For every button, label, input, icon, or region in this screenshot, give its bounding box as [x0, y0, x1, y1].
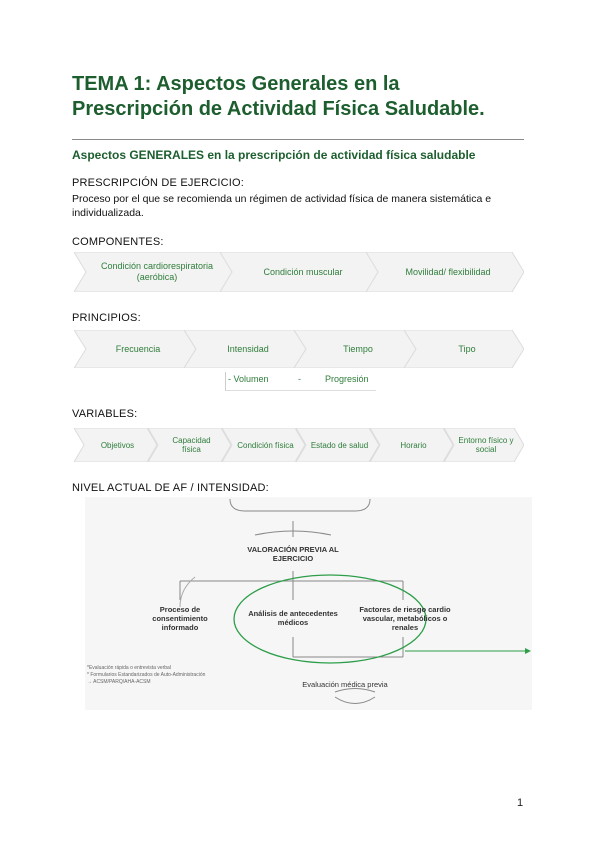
principio-chevron: [74, 330, 196, 368]
title-line-1: TEMA 1: Aspectos Generales en la: [72, 73, 400, 95]
evaluacion-medica-node: Evaluación médica previa: [302, 680, 388, 689]
principios-label: PRINCIPIOS:: [72, 312, 141, 324]
title-line-2: Prescripción de Actividad Física Saludable.: [72, 98, 485, 120]
componente-label: Condición muscular: [263, 266, 343, 277]
variable-label: Objetivos: [100, 440, 135, 450]
componente-chevron: [220, 252, 380, 292]
variable-chevron: [148, 428, 231, 462]
valoracion-diagram: [85, 497, 532, 710]
page-title: [72, 72, 485, 122]
componente-label: Movilidad/ flexibilidad: [405, 266, 491, 277]
antecedentes-node: Análisis de antecedentes médicos: [248, 609, 338, 627]
componente-label: Condición cardiorespiratoria (aeróbica): [100, 261, 214, 282]
prescripcion-definition: Proceso por el que se recomienda un régimen de actividad física de manera sistemática e individualizada.: [72, 193, 492, 219]
principio-chevron: [294, 330, 416, 368]
diagram-note-1: *Evaluación rápida o entrevista verbal: [87, 665, 171, 671]
valoracion-previa-node: VALORACIÓN PREVIA AL EJERCICIO: [247, 545, 339, 563]
principio-label: Tiempo: [343, 343, 373, 354]
variable-label: Estado de salud: [310, 440, 369, 450]
prescripcion-label: PRESCRIPCIÓN DE EJERCICIO:: [72, 177, 245, 189]
variables-label: VARIABLES:: [72, 408, 138, 420]
variable-chevron: [222, 428, 305, 462]
section-subtitle: Aspectos GENERALES en la prescripción de actividad física saludable: [72, 148, 476, 162]
variable-label: Horario: [400, 440, 427, 450]
diagram-note-2: * Formularios Estandarizados de Auto-Administración: [87, 672, 206, 678]
componentes-label: COMPONENTES:: [72, 236, 164, 248]
principios-chevrons: [74, 330, 524, 368]
subitem-progresion: Progresión: [325, 374, 369, 384]
componentes-chevrons: [74, 252, 524, 292]
variable-label: Capacidad física: [172, 436, 211, 454]
principio-label: Tipo: [458, 343, 476, 354]
variables-chevrons: [74, 428, 524, 462]
componente-chevron: [74, 252, 234, 292]
principio-label: Intensidad: [227, 343, 269, 354]
principio-chevron: [404, 330, 524, 368]
title-divider: [72, 139, 524, 140]
page-number: 1: [517, 797, 524, 809]
componente-chevron: [366, 252, 524, 292]
consentimiento-node: Proceso de consentimiento informado: [152, 605, 208, 632]
principio-chevron: [184, 330, 306, 368]
variable-label: Condición física: [237, 440, 294, 450]
nivel-label: NIVEL ACTUAL DE AF / INTENSIDAD:: [72, 482, 269, 494]
variable-label: Entorno físico y social: [458, 436, 514, 454]
variable-chevron: [296, 428, 379, 462]
principio-label: Frecuencia: [115, 343, 161, 354]
factores-riesgo-node: Factores de riesgo cardio vascular, metabólicos o renales: [359, 605, 451, 632]
subitem-volumen: - Volumen: [228, 374, 269, 384]
subitem-dash: -: [298, 374, 301, 384]
diagram-note-3: → ACSM/PARQ/AHA-ACSM: [87, 679, 151, 685]
variable-chevron: [444, 428, 524, 462]
variable-chevron: [74, 428, 157, 462]
variable-chevron: [370, 428, 453, 462]
